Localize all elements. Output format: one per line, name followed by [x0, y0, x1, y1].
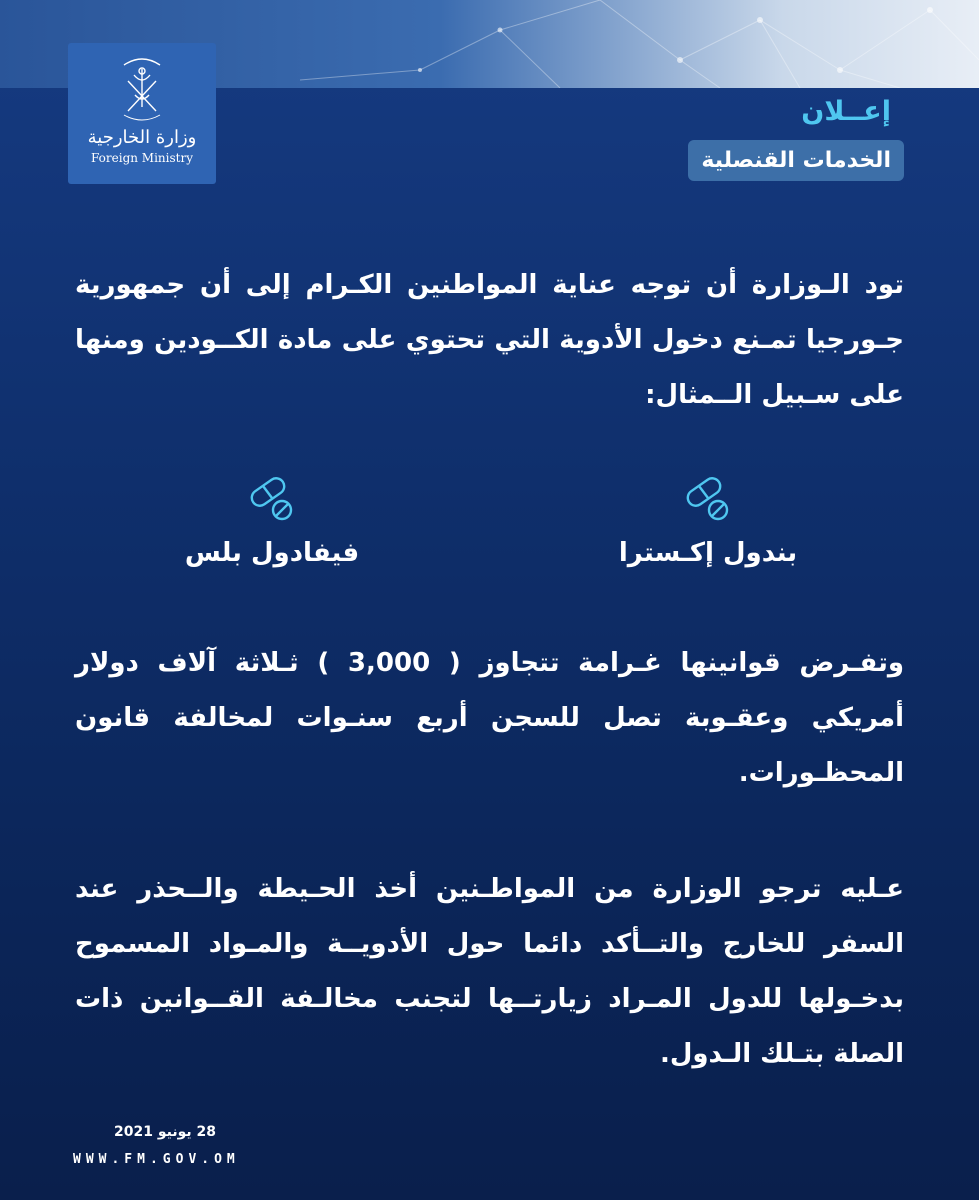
pill-icon — [246, 472, 298, 524]
announcement-title: إعــلان — [801, 96, 891, 127]
intro-paragraph: تود الـوزارة أن توجه عناية المواطنين الكـرام إلى أن جمهورية جـورجيا تمـنع دخول الأدوية التي تحتوي على مادة الكــودين ومنها على سـبيل الــمثال: — [75, 270, 904, 410]
section-label: الخدمات القنصلية — [688, 140, 904, 181]
logo-arabic-text: وزارة الخارجية — [87, 127, 197, 148]
advice-paragraph: عـليه ترجو الوزارة من المواطـنين أخذ الحـيطة والــحذر عند السفر للخارج والتــأكد دائما حول الأدويــة والمـواد المسموح بدخـولها للدول المـراد زيارتــها لتجنب مخالـفة القــوانين ذات الصلة بتـلك الـدول. — [75, 874, 904, 1069]
medicine-item — [588, 472, 828, 568]
oman-emblem-icon — [118, 55, 166, 123]
medicine-name: فيفادول بلس — [184, 538, 360, 568]
penalty-paragraph: وتفـرض قوانينها غـرامة تتجاوز ( 3,000 ) ثـلاثة آلاف دولار أمريكي وعقـوبة تصل للسجن أربع سنـوات لمخالفة قانون المحظـورات. — [75, 648, 904, 788]
logo-english-text: Foreign Ministry — [91, 151, 193, 165]
medicine-name: بندول إكـسترا — [618, 538, 798, 568]
pill-icon — [682, 472, 734, 524]
medicine-item — [152, 472, 392, 568]
website-url[interactable]: WWW.FM.GOV.OM — [73, 1152, 240, 1167]
publish-date: 28 يونيو 2021 — [114, 1124, 216, 1140]
ministry-logo — [68, 43, 216, 184]
